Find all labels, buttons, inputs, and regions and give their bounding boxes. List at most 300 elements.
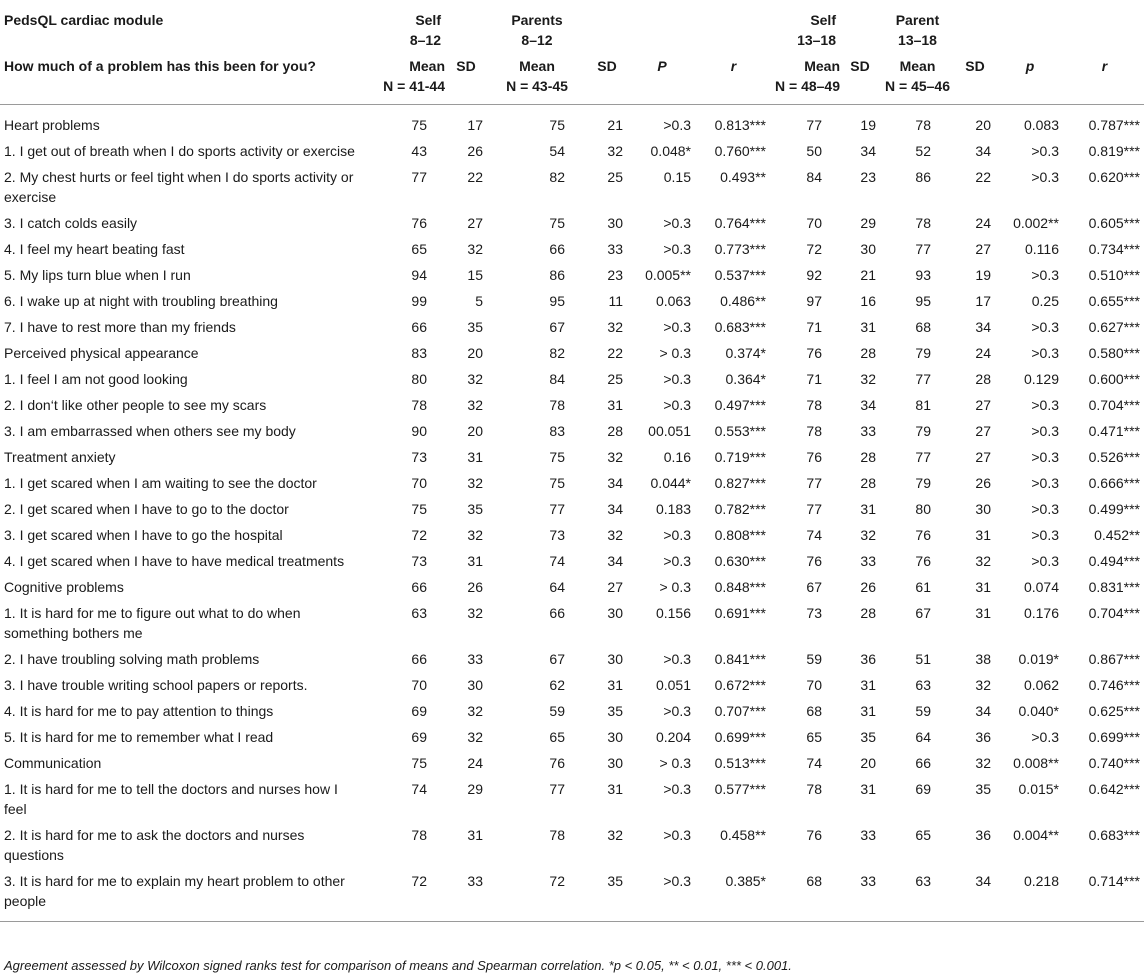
table-row xyxy=(0,340,1144,366)
cell-sd-parents-8-12: 25 xyxy=(607,371,623,387)
cell-p-8-12: 0.005** xyxy=(645,267,691,283)
cell-mean-parents-8-12: 75 xyxy=(549,475,565,491)
cell-item-label: 1. I get scared when I am waiting to see the doctor xyxy=(4,475,317,491)
cell-sd-parent-13-18: 20 xyxy=(975,117,991,133)
table-row xyxy=(0,600,1144,646)
cell-r-13-18: 0.666*** xyxy=(1088,475,1140,491)
cell-mean-self-13-18: 97 xyxy=(806,293,822,309)
table-row xyxy=(0,236,1144,262)
cell-mean-self-8-12: 74 xyxy=(411,781,427,797)
cell-r-8-12: 0.719*** xyxy=(714,449,766,465)
cell-item-label: 3. I get scared when I have to go the hospital xyxy=(4,527,283,543)
cell-mean-self-13-18: 84 xyxy=(806,169,822,185)
cell-mean-parent-13-18: 68 xyxy=(915,319,931,335)
cell-item-label: 5. It is hard for me to remember what I read xyxy=(4,729,274,745)
cell-sd-parents-8-12: 28 xyxy=(607,423,623,439)
cell-p-13-18: 0.015* xyxy=(1018,781,1059,797)
cell-mean-self-8-12: 66 xyxy=(411,319,427,335)
cell-mean-self-8-12: 75 xyxy=(411,755,427,771)
cell-r-8-12: 0.537*** xyxy=(714,267,766,283)
cell-mean-self-8-12: 72 xyxy=(375,868,445,922)
cell-mean-parents-8-12: 74 xyxy=(549,553,565,569)
cell-p-8-12: 0.048* xyxy=(650,143,691,159)
cell-item-label: 6. I wake up at night with troubling breathing xyxy=(4,293,278,309)
cell-sd-parents-8-12: 22 xyxy=(607,345,623,361)
cell-sd-self-8-12: 32 xyxy=(467,241,483,257)
cell-sd-self-13-18: 31 xyxy=(860,677,876,693)
cell-p-13-18: 0.129 xyxy=(1023,371,1059,387)
col-sd-parents-8-12: SD xyxy=(597,58,617,74)
cell-item-label: 4. I get scared when I have to have medical treatments xyxy=(4,553,345,569)
cell-mean-parent-13-18: 65 xyxy=(915,827,931,843)
cell-sd-self-8-12: 24 xyxy=(467,755,483,771)
table-row xyxy=(0,496,1144,522)
cell-sd-parents-8-12: 34 xyxy=(607,501,623,517)
table-row xyxy=(0,105,1144,139)
cell-mean-parent-13-18: 51 xyxy=(915,651,931,667)
cell-r-13-18: 0.704*** xyxy=(1088,605,1140,621)
cell-r-8-12: 0.374* xyxy=(725,345,766,361)
cell-mean-self-8-12: 83 xyxy=(411,345,427,361)
cell-item-label: 7. I have to rest more than my friends xyxy=(4,319,236,335)
cell-sd-self-13-18: 26 xyxy=(860,579,876,595)
cell-mean-self-13-18: 74 xyxy=(806,755,822,771)
cell-p-13-18: >0.3 xyxy=(1031,449,1059,465)
cell-mean-parents-8-12: 78 xyxy=(549,397,565,413)
cell-sd-self-8-12: 32 xyxy=(467,605,483,621)
cell-p-8-12: >0.3 xyxy=(663,553,691,569)
cell-sd-parent-13-18: 34 xyxy=(955,868,995,922)
cell-r-13-18: 0.740*** xyxy=(1088,755,1140,771)
cell-p-8-12: >0.3 xyxy=(627,868,697,922)
cell-sd-parents-8-12: 11 xyxy=(608,293,623,309)
cell-p-13-18: 0.002** xyxy=(1013,215,1059,231)
table-row xyxy=(0,646,1144,672)
cell-r-8-12: 0.553*** xyxy=(714,423,766,439)
cell-sd-self-13-18: 28 xyxy=(860,605,876,621)
cell-mean-self-8-12: 73 xyxy=(411,449,427,465)
col-mean-self-8-12: Mean N = 41-44 xyxy=(383,58,445,94)
cell-sd-parents-8-12: 31 xyxy=(607,397,623,413)
cell-mean-parent-13-18: 79 xyxy=(915,423,931,439)
cell-r-8-12: 0.827*** xyxy=(714,475,766,491)
cell-p-13-18: >0.3 xyxy=(1031,397,1059,413)
cell-sd-self-13-18: 31 xyxy=(860,703,876,719)
cell-mean-parent-13-18: 78 xyxy=(915,117,931,133)
cell-r-8-12: 0.672*** xyxy=(714,677,766,693)
cell-sd-parent-13-18: 24 xyxy=(975,215,991,231)
cell-sd-parent-13-18: 32 xyxy=(975,677,991,693)
cell-sd-self-8-12: 33 xyxy=(445,868,487,922)
cell-p-8-12: 0.051 xyxy=(655,677,691,693)
cell-mean-parents-8-12: 67 xyxy=(549,319,565,335)
cell-r-13-18: 0.787*** xyxy=(1088,117,1140,133)
cell-item-label: 2. My chest hurts or feel tight when I do sports activity or exercise xyxy=(4,169,354,205)
cell-sd-self-13-18: 16 xyxy=(860,293,876,309)
cell-mean-self-13-18: 65 xyxy=(806,729,822,745)
cell-sd-parent-13-18: 27 xyxy=(975,397,991,413)
cell-sd-self-13-18: 28 xyxy=(860,345,876,361)
cell-mean-parent-13-18: 69 xyxy=(915,781,931,797)
cell-p-8-12: > 0.3 xyxy=(659,579,691,595)
cell-sd-parents-8-12: 30 xyxy=(607,605,623,621)
cell-r-8-12: 0.782*** xyxy=(714,501,766,517)
cell-sd-self-8-12: 20 xyxy=(467,345,483,361)
table-row xyxy=(0,822,1144,868)
cell-r-13-18: 0.714*** xyxy=(1065,868,1144,922)
cell-item-label: Communication xyxy=(4,755,102,771)
cell-sd-self-13-18: 21 xyxy=(860,267,876,283)
cell-mean-self-8-12: 70 xyxy=(411,475,427,491)
cell-mean-parents-8-12: 54 xyxy=(549,143,565,159)
cell-sd-self-13-18: 32 xyxy=(860,527,876,543)
cell-item-label: 2. I have troubling solving math problems xyxy=(4,651,260,667)
cell-mean-self-8-12: 77 xyxy=(411,169,427,185)
cell-r-13-18: 0.642*** xyxy=(1088,781,1140,797)
cell-r-13-18: 0.499*** xyxy=(1088,501,1140,517)
cell-mean-self-13-18: 72 xyxy=(806,241,822,257)
cell-mean-parent-13-18: 76 xyxy=(915,527,931,543)
cell-p-13-18: 0.008** xyxy=(1013,755,1059,771)
cell-item-label: 1. It is hard for me to figure out what to do when something bothers me xyxy=(4,605,301,641)
cell-mean-parents-8-12: 83 xyxy=(549,423,565,439)
cell-mean-self-13-18: 71 xyxy=(806,371,822,387)
cell-mean-self-13-18: 77 xyxy=(806,501,822,517)
group-self-13-18: Self 13–18 xyxy=(797,12,836,48)
cell-sd-self-13-18: 20 xyxy=(860,755,876,771)
cell-p-13-18: 0.074 xyxy=(1023,579,1059,595)
col-mean-parent-13-18: Mean N = 45–46 xyxy=(885,58,950,94)
cell-sd-self-8-12: 15 xyxy=(467,267,483,283)
cell-item-label: 1. I feel I am not good looking xyxy=(4,371,188,387)
cell-sd-parent-13-18: 31 xyxy=(975,527,991,543)
cell-mean-self-8-12: 75 xyxy=(411,501,427,517)
cell-sd-parent-13-18: 19 xyxy=(975,267,991,283)
cell-sd-self-13-18: 34 xyxy=(860,397,876,413)
cell-sd-parents-8-12: 32 xyxy=(607,143,623,159)
cell-r-13-18: 0.819*** xyxy=(1088,143,1140,159)
cell-mean-self-8-12: 78 xyxy=(411,397,427,413)
cell-sd-self-8-12: 32 xyxy=(467,371,483,387)
cell-mean-self-13-18: 74 xyxy=(806,527,822,543)
table-row xyxy=(0,522,1144,548)
cell-sd-parents-8-12: 23 xyxy=(607,267,623,283)
cell-mean-self-8-12: 66 xyxy=(411,579,427,595)
cell-sd-parents-8-12: 35 xyxy=(607,703,623,719)
cell-r-8-12: 0.683*** xyxy=(714,319,766,335)
cell-sd-self-8-12: 32 xyxy=(467,703,483,719)
cell-p-8-12: 0.16 xyxy=(663,449,691,465)
cell-sd-parent-13-18: 34 xyxy=(975,703,991,719)
cell-sd-parents-8-12: 32 xyxy=(607,319,623,335)
cell-item-label: Heart problems xyxy=(4,117,100,133)
col-mean-self-13-18: Mean N = 48–49 xyxy=(775,58,840,94)
cell-p-8-12: 0.063 xyxy=(655,293,691,309)
cell-r-13-18: 0.471*** xyxy=(1088,423,1140,439)
table-row xyxy=(0,750,1144,776)
cell-mean-parents-8-12: 76 xyxy=(549,755,565,771)
cell-r-13-18: 0.867*** xyxy=(1088,651,1140,667)
cell-mean-parent-13-18: 86 xyxy=(915,169,931,185)
group-parents-8-12: Parents 8–12 xyxy=(511,12,563,48)
table-row xyxy=(0,672,1144,698)
cell-sd-self-8-12: 26 xyxy=(467,143,483,159)
cell-mean-parent-13-18: 63 xyxy=(915,677,931,693)
cell-mean-parents-8-12: 66 xyxy=(549,605,565,621)
cell-mean-parent-13-18: 59 xyxy=(915,703,931,719)
cell-item-label: 4. I feel my heart beating fast xyxy=(4,241,185,257)
header-row-groups xyxy=(0,0,1144,50)
cell-p-8-12: > 0.3 xyxy=(659,755,691,771)
cell-sd-self-13-18: 33 xyxy=(860,827,876,843)
cell-item-label: 3. I am embarrassed when others see my body xyxy=(4,423,296,439)
cell-p-8-12: >0.3 xyxy=(663,117,691,133)
cell-mean-parents-8-12: 59 xyxy=(549,703,565,719)
cell-mean-self-13-18: 71 xyxy=(806,319,822,335)
cell-sd-parent-13-18: 26 xyxy=(975,475,991,491)
cell-sd-self-8-12: 33 xyxy=(467,651,483,667)
cell-r-8-12: 0.691*** xyxy=(714,605,766,621)
cell-p-13-18: >0.3 xyxy=(1031,501,1059,517)
cell-sd-parent-13-18: 30 xyxy=(975,501,991,517)
table-title: PedsQL cardiac module xyxy=(4,12,164,28)
cell-mean-parents-8-12: 73 xyxy=(549,527,565,543)
cell-r-8-12: 0.841*** xyxy=(714,651,766,667)
cell-mean-self-13-18: 77 xyxy=(806,475,822,491)
cell-mean-self-13-18: 68 xyxy=(770,868,840,922)
cell-r-8-12: 0.699*** xyxy=(714,729,766,745)
cell-sd-self-8-12: 30 xyxy=(467,677,483,693)
cell-item-label: 2. I get scared when I have to go to the doctor xyxy=(4,501,289,517)
cell-p-8-12: >0.3 xyxy=(663,371,691,387)
cell-r-8-12: 0.808*** xyxy=(714,527,766,543)
cell-item-label: 3. I have trouble writing school papers or reports. xyxy=(4,677,308,693)
col-mean-parents-8-12: Mean N = 43-45 xyxy=(506,58,568,94)
cell-mean-parent-13-18: 52 xyxy=(915,143,931,159)
cell-mean-parent-13-18: 80 xyxy=(915,501,931,517)
cell-mean-parent-13-18: 78 xyxy=(915,215,931,231)
col-p-8-12: P xyxy=(657,58,667,74)
cell-sd-parents-8-12: 31 xyxy=(607,781,623,797)
cell-mean-parents-8-12: 77 xyxy=(549,501,565,517)
cell-r-8-12: 0.493** xyxy=(720,169,766,185)
cell-sd-self-8-12: 29 xyxy=(467,781,483,797)
cell-mean-self-13-18: 76 xyxy=(806,827,822,843)
cell-sd-parents-8-12: 27 xyxy=(607,579,623,595)
cell-sd-parent-13-18: 36 xyxy=(975,729,991,745)
cell-mean-self-8-12: 76 xyxy=(411,215,427,231)
cell-sd-self-8-12: 35 xyxy=(467,501,483,517)
cell-p-13-18: 0.062 xyxy=(1023,677,1059,693)
cell-p-13-18: >0.3 xyxy=(1031,527,1059,543)
cell-r-8-12: 0.497*** xyxy=(714,397,766,413)
cell-r-13-18: 0.526*** xyxy=(1088,449,1140,465)
cell-p-13-18: >0.3 xyxy=(1031,729,1059,745)
cell-mean-parent-13-18: 61 xyxy=(915,579,931,595)
cell-mean-self-8-12: 78 xyxy=(411,827,427,843)
col-sd-self-13-18: SD xyxy=(850,58,870,74)
cell-r-13-18: 0.746*** xyxy=(1088,677,1140,693)
col-r-8-12: r xyxy=(730,58,737,74)
cell-sd-self-8-12: 32 xyxy=(467,475,483,491)
cell-mean-self-13-18: 78 xyxy=(806,397,822,413)
cell-sd-parents-8-12: 32 xyxy=(607,449,623,465)
cell-p-13-18: >0.3 xyxy=(1031,475,1059,491)
cell-r-8-12: 0.458** xyxy=(720,827,766,843)
table-row xyxy=(0,314,1144,340)
cell-p-8-12: 0.204 xyxy=(655,729,691,745)
cell-sd-parents-8-12: 31 xyxy=(607,677,623,693)
cell-sd-parent-13-18: 22 xyxy=(975,169,991,185)
cell-sd-parent-13-18: 27 xyxy=(975,241,991,257)
cell-mean-parent-13-18: 77 xyxy=(915,371,931,387)
cell-sd-self-8-12: 17 xyxy=(467,117,483,133)
cell-mean-parents-8-12: 65 xyxy=(549,729,565,745)
table-row xyxy=(0,698,1144,724)
cell-r-8-12: 0.707*** xyxy=(714,703,766,719)
cell-sd-self-13-18: 32 xyxy=(860,371,876,387)
table-row xyxy=(0,418,1144,444)
cell-p-13-18: 0.083 xyxy=(1023,117,1059,133)
cell-p-8-12: >0.3 xyxy=(663,241,691,257)
cell-mean-self-8-12: 70 xyxy=(411,677,427,693)
col-sd-parent-13-18: SD xyxy=(965,58,985,74)
cell-sd-self-8-12: 5 xyxy=(475,293,483,309)
cell-sd-self-13-18: 35 xyxy=(860,729,876,745)
cell-mean-self-8-12: 69 xyxy=(411,729,427,745)
cell-p-8-12: >0.3 xyxy=(663,827,691,843)
cell-sd-parents-8-12: 21 xyxy=(607,117,623,133)
cell-mean-parent-13-18: 67 xyxy=(915,605,931,621)
cell-sd-self-13-18: 30 xyxy=(860,241,876,257)
cell-mean-self-8-12: 69 xyxy=(411,703,427,719)
cell-item-label: 1. I get out of breath when I do sports activity or exercise xyxy=(4,143,355,159)
cell-mean-parents-8-12: 86 xyxy=(549,267,565,283)
table-row xyxy=(0,776,1144,822)
cell-mean-parents-8-12: 84 xyxy=(549,371,565,387)
cell-sd-self-13-18: 31 xyxy=(860,501,876,517)
table-row xyxy=(0,470,1144,496)
table-footnote: Agreement assessed by Wilcoxon signed ranks test for comparison of means and Spearman correlation. *p < 0.05, ** < 0.01, *** < 0.001. xyxy=(4,958,792,973)
cell-mean-self-8-12: 73 xyxy=(411,553,427,569)
table-row xyxy=(0,548,1144,574)
cell-mean-self-8-12: 99 xyxy=(411,293,427,309)
table-row xyxy=(0,392,1144,418)
cell-r-13-18: 0.655*** xyxy=(1088,293,1140,309)
cell-mean-parent-13-18: 79 xyxy=(915,475,931,491)
group-parent-13-18: Parent 13–18 xyxy=(895,12,940,48)
table-question: How much of a problem has this been for you? xyxy=(4,58,316,74)
cell-mean-parents-8-12: 75 xyxy=(549,449,565,465)
cell-sd-self-13-18: 29 xyxy=(860,215,876,231)
cell-p-13-18: >0.3 xyxy=(1031,553,1059,569)
cell-sd-parents-8-12: 34 xyxy=(607,553,623,569)
cell-item-label: Treatment anxiety xyxy=(4,449,116,465)
cell-r-13-18: 0.627*** xyxy=(1088,319,1140,335)
cell-mean-parent-13-18: 77 xyxy=(915,241,931,257)
cell-sd-self-13-18: 33 xyxy=(840,868,880,922)
cell-sd-self-13-18: 19 xyxy=(860,117,876,133)
cell-r-13-18: 0.699*** xyxy=(1088,729,1140,745)
cell-sd-parent-13-18: 31 xyxy=(975,579,991,595)
cell-mean-self-13-18: 70 xyxy=(806,215,822,231)
cell-sd-parent-13-18: 27 xyxy=(975,423,991,439)
cell-item-label: 2. It is hard for me to ask the doctors and nurses questions xyxy=(4,827,305,863)
cell-sd-parents-8-12: 34 xyxy=(607,475,623,491)
cell-p-8-12: >0.3 xyxy=(663,781,691,797)
table-body xyxy=(0,105,1144,922)
cell-p-8-12: 0.156 xyxy=(655,605,691,621)
cell-sd-self-13-18: 23 xyxy=(860,169,876,185)
cell-sd-self-8-12: 27 xyxy=(467,215,483,231)
cell-r-8-12: 0.630*** xyxy=(714,553,766,569)
cell-item-label: 1. It is hard for me to tell the doctors and nurses how I feel xyxy=(4,781,338,817)
cell-sd-parent-13-18: 36 xyxy=(975,827,991,843)
cell-mean-self-8-12: 43 xyxy=(411,143,427,159)
cell-mean-self-8-12: 80 xyxy=(411,371,427,387)
cell-mean-parent-13-18: 81 xyxy=(915,397,931,413)
cell-p-13-18: >0.3 xyxy=(1031,319,1059,335)
cell-p-13-18: 0.176 xyxy=(1023,605,1059,621)
cell-mean-self-8-12: 94 xyxy=(411,267,427,283)
table-row xyxy=(0,366,1144,392)
cell-p-8-12: 0.183 xyxy=(655,501,691,517)
cell-mean-self-13-18: 76 xyxy=(806,345,822,361)
cell-sd-self-13-18: 31 xyxy=(860,781,876,797)
cell-r-13-18: 0.625*** xyxy=(1088,703,1140,719)
cell-sd-parents-8-12: 30 xyxy=(607,651,623,667)
table-row xyxy=(0,444,1144,470)
table-row xyxy=(0,724,1144,750)
cell-sd-self-13-18: 36 xyxy=(860,651,876,667)
cell-sd-parent-13-18: 28 xyxy=(975,371,991,387)
cell-sd-parents-8-12: 35 xyxy=(587,868,627,922)
cell-mean-parent-13-18: 76 xyxy=(915,553,931,569)
cell-r-8-12: 0.486** xyxy=(720,293,766,309)
cell-item-label: 3. It is hard for me to explain my heart problem to other people xyxy=(0,868,375,922)
header-row-columns xyxy=(0,50,1144,105)
cell-p-8-12: >0.3 xyxy=(663,319,691,335)
cell-mean-parents-8-12: 78 xyxy=(549,827,565,843)
cell-item-label: Cognitive problems xyxy=(4,579,124,595)
cell-mean-self-8-12: 75 xyxy=(411,117,427,133)
cell-p-13-18: 0.116 xyxy=(1025,241,1059,257)
cell-sd-self-8-12: 32 xyxy=(467,729,483,745)
cell-mean-self-8-12: 72 xyxy=(411,527,427,543)
cell-r-13-18: 0.704*** xyxy=(1088,397,1140,413)
cell-sd-self-8-12: 32 xyxy=(467,397,483,413)
cell-mean-self-13-18: 59 xyxy=(806,651,822,667)
cell-sd-parent-13-18: 27 xyxy=(975,449,991,465)
cell-r-8-12: 0.577*** xyxy=(714,781,766,797)
cell-p-13-18: >0.3 xyxy=(1031,267,1059,283)
cell-mean-parent-13-18: 95 xyxy=(915,293,931,309)
cell-p-8-12: 0.15 xyxy=(663,169,691,185)
cell-mean-parents-8-12: 62 xyxy=(549,677,565,693)
cell-sd-parents-8-12: 32 xyxy=(607,827,623,843)
cell-sd-self-8-12: 22 xyxy=(467,169,483,185)
cell-sd-self-13-18: 34 xyxy=(860,143,876,159)
cell-r-8-12: 0.848*** xyxy=(714,579,766,595)
cell-r-13-18: 0.831*** xyxy=(1088,579,1140,595)
table-row xyxy=(0,262,1144,288)
cell-sd-parent-13-18: 17 xyxy=(975,293,991,309)
cell-mean-parents-8-12: 75 xyxy=(549,117,565,133)
cell-mean-self-13-18: 68 xyxy=(806,703,822,719)
cell-sd-self-8-12: 31 xyxy=(467,553,483,569)
cell-item-label: 5. My lips turn blue when I run xyxy=(4,267,191,283)
cell-item-label: 4. It is hard for me to pay attention to things xyxy=(4,703,274,719)
